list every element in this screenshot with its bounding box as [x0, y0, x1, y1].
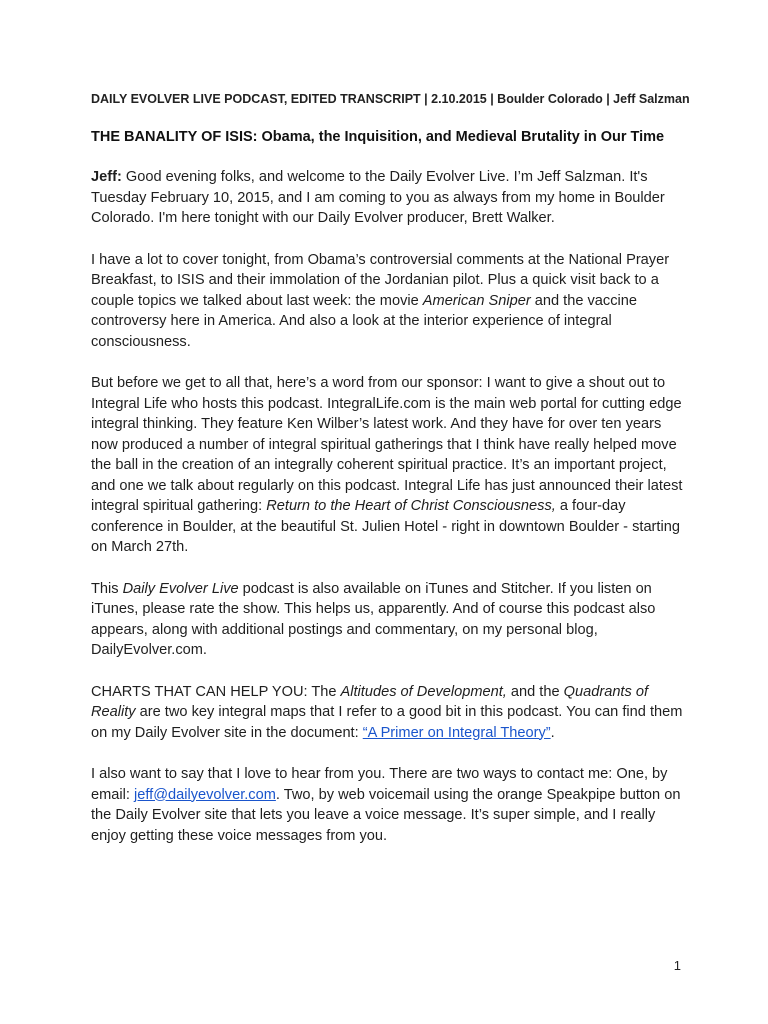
event-title: Return to the Heart of Christ Consciousness, — [266, 498, 556, 514]
paragraph-intro — [91, 167, 691, 229]
transcript-title — [91, 128, 691, 147]
paragraph-contact — [91, 764, 691, 846]
primer-link[interactable]: “A Primer on Integral Theory” — [362, 724, 551, 741]
page-number: 1 — [673, 958, 681, 973]
paragraph-contact-text-a: I also want to say that I love to hear from you. There are two ways to contact me: One, by email: — [91, 766, 668, 803]
paragraph-availability-text-a: This — [91, 580, 123, 597]
paragraph-charts — [91, 682, 691, 744]
title-lead: THE BANALITY OF ISIS — [91, 129, 253, 145]
movie-title: American Sniper — [422, 292, 531, 309]
title-rest: : Obama, the Inquisition, and Medieval Brutality in Our Time — [252, 129, 665, 145]
paragraph-intro-text: Good evening folks, and welcome to the Daily Evolver Live. I’m Jeff Salzman. It's Tuesday February 10, 2015, and I am coming to you as always from my home in Boulder Colorado. I'm here tonight with our Daily Evolver producer, Brett Walker. — [91, 169, 665, 226]
paragraph-sponsor-text-a: But before we get to all that, here’s a word from our sponsor: I want to give a shout out to Integral Life who hosts this podcast. IntegralLife.com is the main web portal for cutting edge integral thinking. They feature Ken Wilber’s latest work. And they have for over ten years now produced a number of integral spiritual gatherings that I think have really helped move the ball in the creation of an integrally coherent spiritual practice. It’s an important project, and one we talk about regularly on this podcast. Integral Life has just announced their latest integral spiritual gathering: — [91, 375, 683, 514]
chart-name-quadrants: Quadrants of Reality — [91, 683, 649, 720]
paragraph-availability — [91, 579, 691, 661]
paragraph-charts-text-c: and the — [506, 683, 564, 700]
podcast-title: Daily Evolver Live — [122, 580, 239, 597]
paragraph-availability-text-c: podcast is also available on iTunes and Stitcher. If you listen on iTunes, please rate the show. This helps us, apparently. And of course this podcast also appears, along with additional postings and commentary, on my personal blog, DailyEvolver.com. — [91, 580, 656, 658]
paragraph-charts-text-f: . — [550, 724, 555, 741]
paragraph-contact-text-b: . Two, by web voicemail using the orange Speakpipe button on the Daily Evolver site that lets you leave a voice message. It’s super simple, and I really enjoy getting these voice messages from you. — [91, 786, 681, 844]
chart-name-altitudes: Altitudes of Development, — [340, 683, 507, 700]
speaker-label: Jeff: — [91, 169, 122, 185]
transcript-header: DAILY EVOLVER LIVE PODCAST, EDITED TRANSCRIPT | 2.10.2015 | Boulder Colorado | Jeff Salzman — [91, 92, 690, 106]
document-body — [91, 90, 691, 867]
paragraph-sponsor — [91, 373, 691, 558]
paragraph-topics-text-a: I have a lot to cover tonight, from Obama’s controversial comments at the National Prayer Breakfast, to ISIS and their immolation of the Jordanian pilot. Plus a quick visit back to a couple topics we talked about last week: the movie — [91, 251, 670, 309]
paragraph-topics-text-c: and the vaccine controversy here in America. And also a look at the interior experience of integral consciousness. — [91, 292, 637, 350]
paragraph-charts-text-a: CHARTS THAT CAN HELP YOU: The — [91, 683, 341, 700]
email-link[interactable]: jeff@dailyevolver.com — [133, 786, 276, 803]
paragraph-topics — [91, 250, 691, 353]
paragraph-sponsor-text-c: a four-day conference in Boulder, at the beautiful St. Julien Hotel - right in downtown Boulder - starting on March 27th. — [91, 498, 680, 555]
paragraph-charts-text-e: are two key integral maps that I refer to a good bit in this podcast. You can find them on my Daily Evolver site in the document: — [91, 704, 683, 741]
